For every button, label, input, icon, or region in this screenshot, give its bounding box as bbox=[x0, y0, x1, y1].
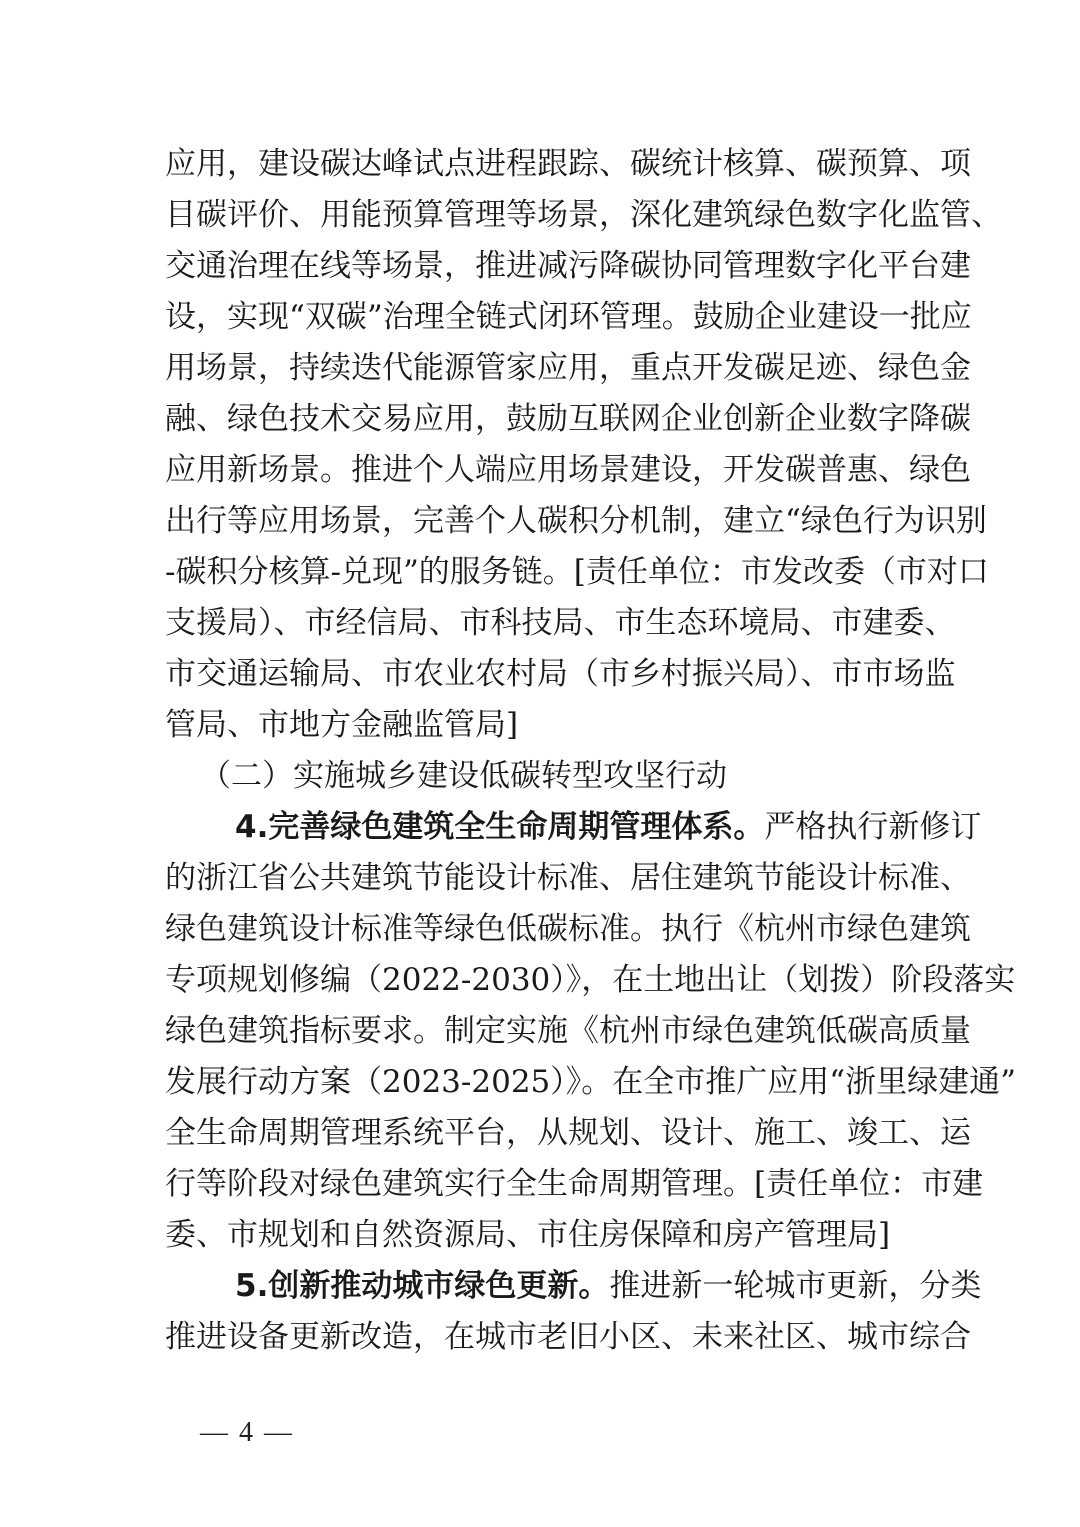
item-4-paragraph bbox=[165, 802, 1016, 1261]
text-line: 交通治理在线等场景，推进减污降碳协同管理数字化平台建 bbox=[165, 248, 971, 284]
text-line: 设，实现“双碳”治理全链式闭环管理。鼓励企业建设一批应 bbox=[165, 299, 972, 335]
paragraph-1 bbox=[165, 139, 1002, 751]
text-line: 管局、市地方金融监管局] bbox=[165, 707, 519, 743]
text-line: 专项规划修编（2022-2030）》，在土地出让（划拨）阶段落实 bbox=[165, 962, 1016, 998]
text-line: 行等阶段对绿色建筑实行全生命周期管理。[责任单位：市建 bbox=[165, 1166, 984, 1202]
item-4-first-line bbox=[165, 802, 982, 853]
text-line: 用场景，持续迭代能源管家应用，重点开发碳足迹、绿色金 bbox=[165, 350, 971, 386]
text-line: 市交通运输局、市农业农村局（市乡村振兴局）、市市场监 bbox=[165, 656, 956, 692]
item-5-title: 5.创新推动城市绿色更新。 bbox=[235, 1268, 610, 1304]
page-number: — 4 — bbox=[200, 1417, 294, 1448]
item-5-first-line-text: 推进新一轮城市更新，分类 bbox=[609, 1268, 982, 1304]
text-line: 支援局）、市经信局、市科技局、市生态环境局、市建委、 bbox=[165, 605, 956, 641]
text-line: 推进设备更新改造，在城市老旧小区、未来社区、城市综合 bbox=[165, 1319, 971, 1355]
text-line: 全生命周期管理系统平台，从规划、设计、施工、竣工、运 bbox=[165, 1115, 971, 1151]
text-line: 绿色建筑指标要求。制定实施《杭州市绿色建筑低碳高质量 bbox=[165, 1013, 971, 1049]
text-line: 出行等应用场景，完善个人碳积分机制，建立“绿色行为识别 bbox=[165, 503, 987, 539]
text-line: 委、市规划和自然资源局、市住房保障和房产管理局] bbox=[165, 1217, 891, 1253]
text-line: 的浙江省公共建筑节能设计标准、居住建筑节能设计标准、 bbox=[165, 860, 971, 896]
section-heading: （二）实施城乡建设低碳转型攻坚行动 bbox=[200, 758, 727, 794]
text-line: 绿色建筑设计标准等绿色低碳标准。执行《杭州市绿色建筑 bbox=[165, 911, 971, 947]
text-line: 应用，建设碳达峰试点进程跟踪、碳统计核算、碳预算、项 bbox=[165, 146, 971, 182]
text-line: 应用新场景。推进个人端应用场景建设，开发碳普惠、绿色 bbox=[165, 452, 971, 488]
text-line: 发展行动方案（2023-2025）》。在全市推广应用“浙里绿建通” bbox=[165, 1064, 1016, 1100]
item-4-title: 4.完善绿色建筑全生命周期管理体系。 bbox=[235, 809, 765, 845]
item-5-first-line bbox=[165, 1261, 982, 1312]
text-line: -碳积分核算-兑现”的服务链。[责任单位：市发改委（市对口 bbox=[165, 554, 989, 590]
text-line: 融、绿色技术交易应用，鼓励互联网企业创新企业数字降碳 bbox=[165, 401, 971, 437]
body-text bbox=[165, 139, 1016, 1363]
item-5-paragraph bbox=[165, 1261, 982, 1363]
item-4-first-line-text: 严格执行新修订 bbox=[764, 809, 982, 845]
text-line: 目碳评价、用能预算管理等场景，深化建筑绿色数字化监管、 bbox=[165, 197, 1002, 233]
